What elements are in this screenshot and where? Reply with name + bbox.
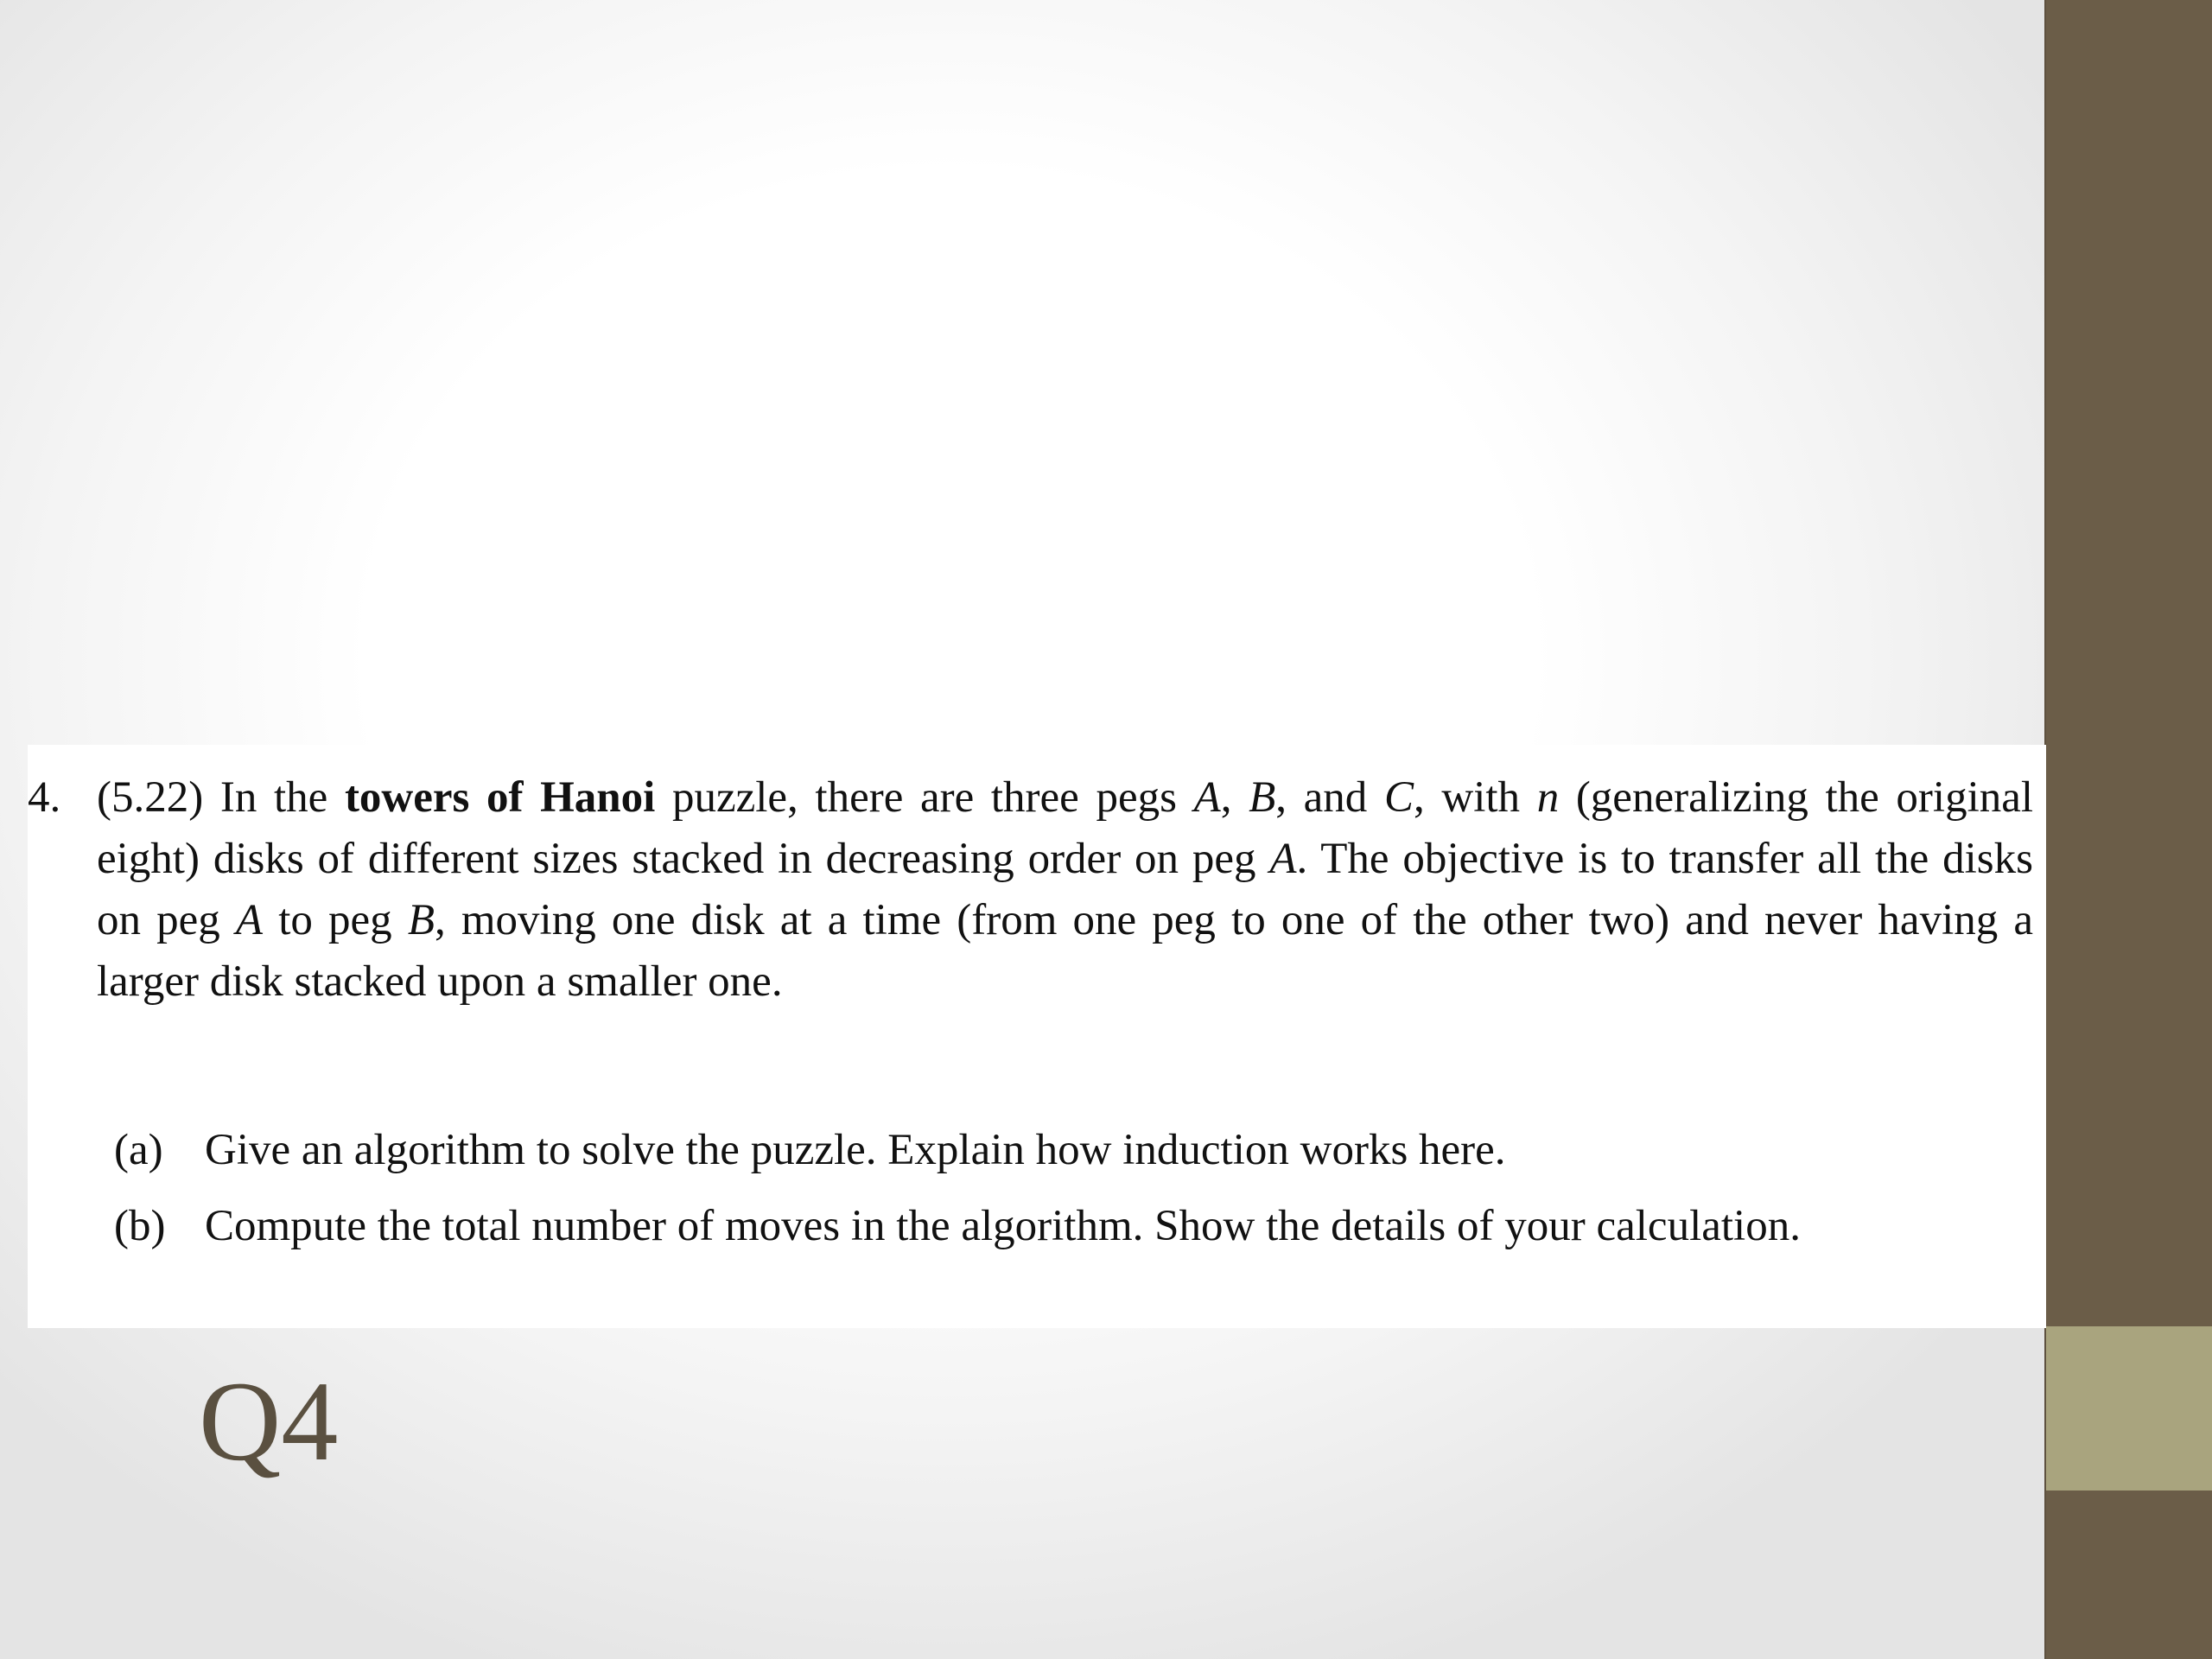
subpart-a [114, 1120, 2006, 1181]
problem-text-4: , moving one disk at a time (from one peg to one of the other two) and never having a larger disk stacked upon a smaller one. [97, 896, 2034, 1006]
problem-text-2: (generalizing the original eight) disks of different sizes stacked in decreasing order on peg [97, 773, 2034, 883]
problem-text-3: . The objective is to transfer all the disks on peg [97, 835, 2034, 944]
variable-n: n [1536, 773, 1560, 822]
subpart-label: (a) [114, 1126, 163, 1174]
problem-intro: In the [219, 773, 328, 822]
slide-sidebar-accent [2046, 1326, 2212, 1491]
slide-title: Q4 [199, 1357, 339, 1484]
peg-b-2: B [407, 896, 435, 944]
subpart-text: Give an algorithm to solve the puzzle. Explain how induction works here. [205, 1126, 1506, 1174]
subpart-label: (b) [114, 1202, 166, 1250]
and-text: , and [1275, 773, 1368, 822]
comma: , [1220, 773, 1232, 822]
problem-number: 4. [28, 773, 61, 822]
problem-subparts [114, 1120, 2006, 1272]
problem-statement [28, 767, 2034, 1013]
peg-c: C [1383, 773, 1414, 822]
peg-a-3: A [235, 896, 264, 944]
with-text: , with [1413, 773, 1521, 822]
problem-paragraph [97, 767, 2033, 1013]
problem-reference: (5.22) [97, 773, 204, 822]
peg-a: A [1193, 773, 1221, 822]
peg-b: B [1249, 773, 1276, 822]
to-peg-text: to peg [278, 896, 392, 944]
peg-a-2: A [1269, 835, 1297, 883]
problem-text-1: puzzle, there are three pegs [671, 773, 1177, 822]
subpart-text: Compute the total number of moves in the algorithm. Show the details of your calculation. [205, 1202, 1801, 1250]
subpart-b [114, 1196, 2006, 1257]
problem-bold-term: towers of Hanoi [344, 773, 656, 822]
